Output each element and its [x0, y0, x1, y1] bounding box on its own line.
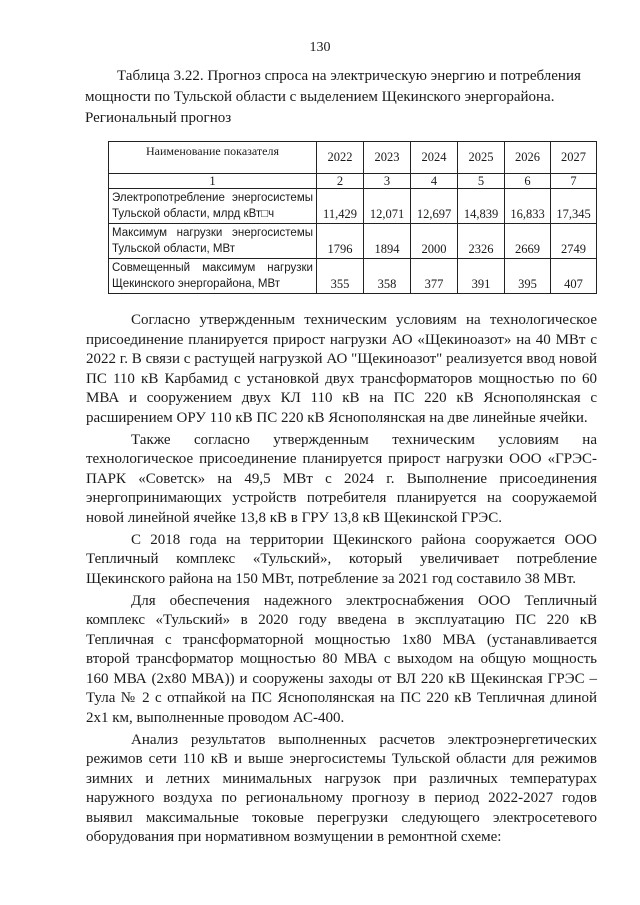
column-number: 4	[411, 174, 458, 189]
cell-value: 12,071	[364, 189, 411, 224]
header-year: 2025	[458, 142, 505, 174]
row-label: Электропотребление энергосистемы Тульской области, млрд кВт□ч	[109, 189, 317, 224]
column-number: 7	[551, 174, 597, 189]
cell-value: 355	[317, 259, 364, 294]
header-year: 2022	[317, 142, 364, 174]
paragraph: С 2018 года на территории Щекинского района сооружается ООО Тепличный комплекс «Тульский», который увеличивает потребление Щекинского района на 150 МВт, потребление за 2021 год составило 38 МВт.	[86, 531, 597, 587]
paragraph: Для обеспечения надежного электроснабжения ООО Тепличный комплекс «Тульский» в 2020 году введена в эксплуатацию ПС 220 кВ Тепличная с трансформаторной мощностью 1х80 МВА (устанавливается второй трансформатор мощностью 80 МВА с выходом на общую мощность 160 МВА (2х80 МВА)) и сооружены заходы от ВЛ 220 кВ Щекинская ГРЭС – Тула № 2 с отпайкой на ПС Яснополянская на ПС 220 кВ Тепличная длиной 2х1 км, выполненные проводом АС-400.	[86, 592, 597, 726]
cell-value: 2669	[505, 224, 551, 259]
row-label: Совмещенный максимум нагрузки Щекинского энергорайона, МВт	[109, 259, 317, 294]
cell-value: 377	[411, 259, 458, 294]
caption-line-2: мощности по Тульской области с выделением Щекинского энергорайона.	[85, 89, 555, 105]
table-caption	[85, 66, 595, 129]
column-number-row	[109, 174, 597, 189]
cell-value: 358	[364, 259, 411, 294]
column-number: 1	[109, 174, 317, 189]
body-text	[86, 311, 597, 850]
cell-value: 16,833	[505, 189, 551, 224]
paragraph: Согласно утвержденным техническим условиям на технологическое присоединение планируется прирост нагрузки АО «Щекиноазот» на 40 МВт с 2022 г. В связи с растущей нагрузкой АО "Щекиноазот" реализуется ввод новой ПС 110 кВ Карбамид с установкой двух трансформаторов мощностью по 60 МВА и сооружением двух КЛ 110 кВ на ПС 220 кВ Яснополянская с расширением ОРУ 110 кВ ПС 220 кВ Яснополянская на две линейные ячейки.	[86, 312, 597, 426]
column-number: 3	[364, 174, 411, 189]
table-row	[109, 259, 597, 294]
cell-value: 14,839	[458, 189, 505, 224]
cell-value: 12,697	[411, 189, 458, 224]
header-year: 2023	[364, 142, 411, 174]
column-number: 6	[505, 174, 551, 189]
header-year: 2024	[411, 142, 458, 174]
table-header-row	[109, 142, 597, 174]
header-indicator-name: Наименование показателя	[109, 142, 317, 174]
cell-value: 2749	[551, 224, 597, 259]
cell-value: 407	[551, 259, 597, 294]
cell-value: 11,429	[317, 189, 364, 224]
table-row	[109, 224, 597, 259]
caption-line-3: Региональный прогноз	[85, 110, 232, 126]
page-number: 130	[309, 40, 331, 55]
cell-value: 395	[505, 259, 551, 294]
cell-value: 2326	[458, 224, 505, 259]
table-row	[109, 189, 597, 224]
cell-value: 17,345	[551, 189, 597, 224]
paragraph: Также согласно утвержденным техническим условиям на технологическое присоединение планируется прирост нагрузки ООО «ГРЭС-ПАРК «Советск» на 49,5 МВт с 2024 г. Выполнение присоединения энергопринимающих устройств потребителя планируется на сооружаемой новой линейной ячейке 13,8 кВ в ГРУ 13,8 кВ Щекинской ГРЭС.	[86, 431, 597, 526]
cell-value: 391	[458, 259, 505, 294]
paragraph: Анализ результатов выполненных расчетов электроэнергетических режимов сети 110 кВ и выше энергосистемы Тульской области для режимов зимних и летних минимальных нагрузок при различных температурах наружного воздуха по региональному прогнозу в период 2022-2027 годов выявил максимальные токовые перегрузки следующего электросетевого оборудования при нормативном возмущении в ремонтной схеме:	[86, 731, 597, 845]
column-number: 5	[458, 174, 505, 189]
cell-value: 2000	[411, 224, 458, 259]
row-label: Максимум нагрузки энергосистемы Тульской области, МВт	[109, 224, 317, 259]
cell-value: 1894	[364, 224, 411, 259]
header-year: 2026	[505, 142, 551, 174]
cell-value: 1796	[317, 224, 364, 259]
header-year: 2027	[551, 142, 597, 174]
caption-line-1: Таблица 3.22. Прогноз спроса на электрическую энергию и потребления	[117, 68, 581, 84]
forecast-table	[108, 141, 597, 294]
column-number: 2	[317, 174, 364, 189]
